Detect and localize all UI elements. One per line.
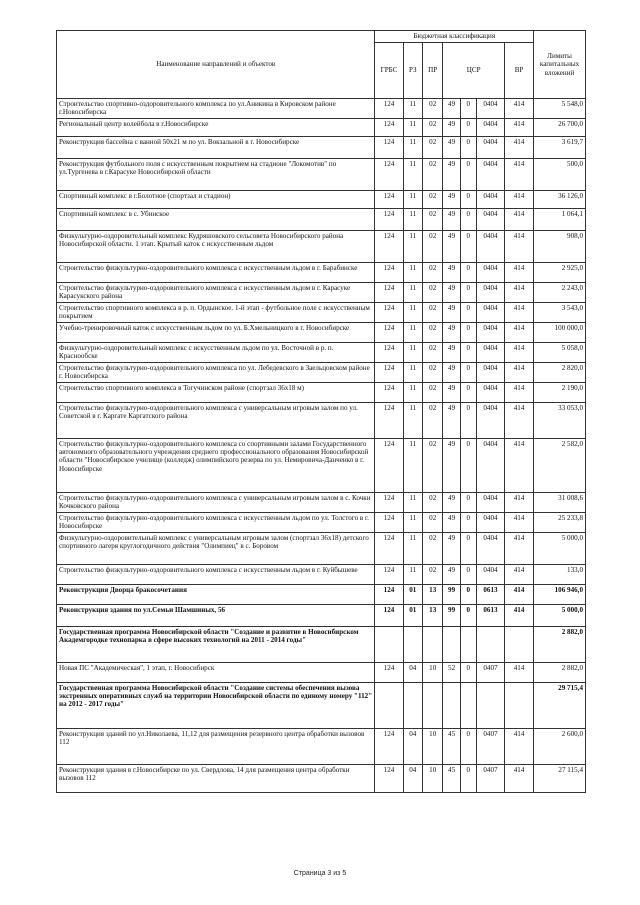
row-name: Строительство физкультурно-оздоровительного комплекса со спортивными залами Государственного автономного образовательного учреждения среднего профессионального образования Новосибирской области "Новосибирское училище (колледж) олимпийского резерва по ул. Немировича-Данченко в г. Новосибирске [57, 439, 375, 493]
table-row [57, 663, 586, 683]
row-csr-code: 0404 [476, 283, 504, 303]
row-pr: 13 [422, 605, 443, 627]
row-csr-code: 0404 [476, 363, 504, 383]
row-csr-program [443, 627, 460, 663]
row-grbs [375, 627, 403, 663]
row-pr: 13 [422, 585, 443, 605]
row-grbs: 124 [375, 343, 403, 363]
row-csr-code: 0613 [476, 605, 504, 627]
row-csr-subprogram: 0 [460, 605, 476, 627]
row-name: Строительство физкультурно-оздоровительного комплекса с искусственным льдом в г. Карасуке Карасукского района [57, 283, 375, 303]
row-csr-code: 0407 [476, 663, 504, 683]
row-csr-subprogram: 0 [460, 729, 476, 765]
table-header [57, 31, 586, 99]
row-csr-code: 0404 [476, 513, 504, 533]
row-csr-program: 49 [443, 283, 460, 303]
row-csr-code: 0404 [476, 403, 504, 439]
row-csr-subprogram: 0 [460, 99, 476, 119]
row-limit-amount: 2 600,0 [534, 729, 586, 765]
row-pr: 02 [422, 137, 443, 159]
row-csr-subprogram: 0 [460, 343, 476, 363]
row-csr-code: 0404 [476, 159, 504, 191]
row-pr: 02 [422, 303, 443, 323]
row-csr-subprogram: 0 [460, 383, 476, 403]
table-row [57, 513, 586, 533]
row-csr-program: 45 [443, 729, 460, 765]
row-csr-code: 0404 [476, 99, 504, 119]
row-pr: 02 [422, 439, 443, 493]
table-row [57, 533, 586, 565]
row-csr-program: 52 [443, 663, 460, 683]
row-csr-program: 49 [443, 513, 460, 533]
row-rz: 11 [403, 99, 422, 119]
table-row [57, 585, 586, 605]
row-limit-amount: 106 946,0 [534, 585, 586, 605]
row-csr-code: 0404 [476, 439, 504, 493]
row-name: Строительство физкультурно-оздоровительного комплекса по ул. Лебедевского в Заельцовском районе г. Новосибирска [57, 363, 375, 383]
row-rz: 04 [403, 729, 422, 765]
row-name: Строительство физкультурно-оздоровительного комплекса с искусственным льдом в г. Куйбышеве [57, 565, 375, 585]
table-row [57, 137, 586, 159]
row-vr: 414 [504, 565, 533, 585]
row-csr-program: 49 [443, 209, 460, 231]
row-limit-amount: 5 000,0 [534, 605, 586, 627]
row-rz: 11 [403, 191, 422, 209]
row-limit-amount: 3 543,0 [534, 303, 586, 323]
row-pr: 02 [422, 513, 443, 533]
row-csr-code: 0404 [476, 191, 504, 209]
row-csr-subprogram: 0 [460, 493, 476, 513]
row-grbs: 124 [375, 403, 403, 439]
table-row [57, 439, 586, 493]
row-pr: 02 [422, 383, 443, 403]
row-csr-subprogram: 0 [460, 191, 476, 209]
row-limit-amount: 2 582,0 [534, 439, 586, 493]
row-pr: 10 [422, 663, 443, 683]
row-vr: 414 [504, 343, 533, 363]
row-name: Спортивный комплекс в г.Болотное (спортзал и стадион) [57, 191, 375, 209]
row-grbs: 124 [375, 119, 403, 137]
table-row [57, 99, 586, 119]
row-limit-amount: 100 000,0 [534, 323, 586, 343]
row-pr: 02 [422, 493, 443, 513]
row-limit-amount: 2 243,0 [534, 283, 586, 303]
row-csr-code: 0407 [476, 765, 504, 793]
row-limit-amount: 133,0 [534, 565, 586, 585]
row-vr: 414 [504, 209, 533, 231]
row-pr: 02 [422, 159, 443, 191]
row-csr-program: 49 [443, 439, 460, 493]
row-csr-program: 49 [443, 137, 460, 159]
row-csr-subprogram: 0 [460, 585, 476, 605]
row-rz: 11 [403, 209, 422, 231]
row-vr: 414 [504, 439, 533, 493]
row-vr: 414 [504, 263, 533, 283]
row-rz: 11 [403, 323, 422, 343]
row-grbs: 124 [375, 533, 403, 565]
row-csr-subprogram: 0 [460, 263, 476, 283]
row-vr: 414 [504, 585, 533, 605]
row-pr: 02 [422, 565, 443, 585]
table-row [57, 231, 586, 263]
row-pr: 02 [422, 99, 443, 119]
row-vr: 414 [504, 119, 533, 137]
row-csr-code: 0404 [476, 119, 504, 137]
row-csr-subprogram: 0 [460, 159, 476, 191]
row-grbs: 124 [375, 209, 403, 231]
row-name: Строительство спортивного комплекса в Тогучинском районе (спортзал 36х18 м) [57, 383, 375, 403]
row-limit-amount: 31 008,6 [534, 493, 586, 513]
row-grbs: 124 [375, 493, 403, 513]
row-csr-program: 45 [443, 765, 460, 793]
header-rz: РЗ [403, 43, 422, 99]
row-rz: 04 [403, 663, 422, 683]
row-grbs: 124 [375, 765, 403, 793]
row-csr-code: 0407 [476, 729, 504, 765]
row-limit-amount: 33 053,0 [534, 403, 586, 439]
row-csr-subprogram: 0 [460, 765, 476, 793]
row-limit-amount: 2 820,0 [534, 363, 586, 383]
table-row [57, 383, 586, 403]
row-csr-program: 99 [443, 605, 460, 627]
row-pr: 02 [422, 323, 443, 343]
row-name: Государственная программа Новосибирской области "Создание системы обеспечения вызова экстренных оперативных служб на территории Новосибирской области по единому номеру "112" на 2012 - 2017 годы" [57, 683, 375, 729]
document-page [56, 30, 586, 793]
table-row [57, 323, 586, 343]
table-row [57, 565, 586, 585]
row-name: Физкультурно-оздоровительный комплекс с универсальным игровым залом (спортзал 36х18) детского спортивного лагеря круглогодичного действия "Олимпиец" в с. Боровом [57, 533, 375, 565]
row-rz: 11 [403, 403, 422, 439]
row-rz: 01 [403, 585, 422, 605]
table-row [57, 683, 586, 729]
row-limit-amount: 26 700,0 [534, 119, 586, 137]
row-rz: 11 [403, 439, 422, 493]
row-grbs: 124 [375, 729, 403, 765]
row-csr-subprogram: 0 [460, 363, 476, 383]
row-csr-program: 49 [443, 99, 460, 119]
row-csr-subprogram: 0 [460, 663, 476, 683]
row-pr: 02 [422, 209, 443, 231]
row-limit-amount: 2 882,0 [534, 627, 586, 663]
row-vr: 414 [504, 765, 533, 793]
row-csr-code: 0404 [476, 493, 504, 513]
row-vr: 414 [504, 191, 533, 209]
table-row [57, 493, 586, 513]
row-rz: 11 [403, 363, 422, 383]
row-rz: 11 [403, 303, 422, 323]
header-pr: ПР [422, 43, 443, 99]
row-limit-amount: 5 058,0 [534, 343, 586, 363]
row-pr: 02 [422, 403, 443, 439]
row-grbs: 124 [375, 363, 403, 383]
header-csr: ЦСР [443, 43, 505, 99]
row-vr: 414 [504, 283, 533, 303]
row-vr: 414 [504, 323, 533, 343]
row-rz: 11 [403, 343, 422, 363]
row-rz: 11 [403, 533, 422, 565]
row-rz: 11 [403, 231, 422, 263]
header-budget-classification: Бюджетная классификация [375, 31, 534, 43]
table-row [57, 263, 586, 283]
row-rz: 11 [403, 137, 422, 159]
row-pr: 10 [422, 729, 443, 765]
row-vr [504, 683, 533, 729]
row-name: Реконструкция зданий по ул.Николаева, 11,12 для размещения резервного центра обработки вызовов 112 [57, 729, 375, 765]
row-name: Реконструкция здания по ул.Семьи Шамшиных, 56 [57, 605, 375, 627]
row-csr-program: 49 [443, 323, 460, 343]
row-grbs: 124 [375, 231, 403, 263]
row-pr: 02 [422, 263, 443, 283]
table-row [57, 605, 586, 627]
row-name: Реконструкция Дворца бракосочетания [57, 585, 375, 605]
row-name: Спортивный комплекс в с. Убинское [57, 209, 375, 231]
table-row [57, 283, 586, 303]
row-vr: 414 [504, 231, 533, 263]
row-name: Реконструкция футбольного поля с искусственным покрытием на стадионе "Локомотив" по ул.Тургенева в г.Карасуке Новосибирской области [57, 159, 375, 191]
row-grbs: 124 [375, 585, 403, 605]
row-grbs [375, 683, 403, 729]
row-grbs: 124 [375, 303, 403, 323]
row-csr-subprogram: 0 [460, 137, 476, 159]
row-grbs: 124 [375, 565, 403, 585]
row-csr-program: 49 [443, 533, 460, 565]
row-pr: 02 [422, 343, 443, 363]
row-name: Физкультурно-оздоровительный комплекс Кудряшовского сельсовета Новосибирского района Новосибирской области. 1 этап. Крытый каток с искусственным льдом [57, 231, 375, 263]
row-csr-subprogram: 0 [460, 439, 476, 493]
row-name: Реконструкция бассейна с ванной 50х21 м по ул. Вокзальной в г. Новосибирске [57, 137, 375, 159]
row-csr-code: 0404 [476, 231, 504, 263]
row-rz: 04 [403, 765, 422, 793]
row-csr-code: 0404 [476, 383, 504, 403]
row-csr-program: 49 [443, 119, 460, 137]
row-csr-subprogram: 0 [460, 323, 476, 343]
row-grbs: 124 [375, 383, 403, 403]
row-rz: 11 [403, 513, 422, 533]
row-grbs: 124 [375, 663, 403, 683]
row-pr: 02 [422, 191, 443, 209]
row-csr-code: 0404 [476, 137, 504, 159]
row-csr-program: 49 [443, 403, 460, 439]
row-vr: 414 [504, 533, 533, 565]
row-name: Реконструкция здания в г.Новосибирске по ул. Свердлова, 14 для размещения центра обработки вызовов 112 [57, 765, 375, 793]
row-rz: 11 [403, 283, 422, 303]
row-vr: 414 [504, 383, 533, 403]
row-vr: 414 [504, 363, 533, 383]
header-limits: Лимиты капитальных вложений [534, 31, 586, 99]
row-csr-subprogram: 0 [460, 283, 476, 303]
budget-table [56, 30, 586, 793]
row-vr: 414 [504, 605, 533, 627]
row-csr-subprogram: 0 [460, 209, 476, 231]
row-csr-code: 0404 [476, 565, 504, 585]
row-vr: 414 [504, 159, 533, 191]
row-csr-code: 0613 [476, 585, 504, 605]
row-vr: 414 [504, 513, 533, 533]
row-limit-amount: 2 925,0 [534, 263, 586, 283]
row-grbs: 124 [375, 283, 403, 303]
row-pr: 02 [422, 363, 443, 383]
row-pr [422, 627, 443, 663]
row-csr-program: 49 [443, 191, 460, 209]
row-limit-amount: 5 000,0 [534, 533, 586, 565]
row-csr-program: 49 [443, 565, 460, 585]
row-limit-amount: 36 126,0 [534, 191, 586, 209]
row-grbs: 124 [375, 99, 403, 119]
row-limit-amount: 29 715,4 [534, 683, 586, 729]
row-grbs: 124 [375, 137, 403, 159]
row-csr-subprogram: 0 [460, 231, 476, 263]
row-csr-code: 0404 [476, 303, 504, 323]
row-rz: 01 [403, 605, 422, 627]
table-row [57, 209, 586, 231]
row-grbs: 124 [375, 159, 403, 191]
row-csr-program [443, 683, 460, 729]
row-vr: 414 [504, 137, 533, 159]
row-pr: 02 [422, 283, 443, 303]
row-rz [403, 627, 422, 663]
row-vr: 414 [504, 663, 533, 683]
row-csr-program: 49 [443, 363, 460, 383]
row-vr: 414 [504, 403, 533, 439]
page-footer: Страница 3 из 5 [293, 870, 347, 877]
row-name: Строительство физкультурно-оздоровительного комплекса с искусственным льдом в г. Барабинске [57, 263, 375, 283]
table-body [57, 99, 586, 793]
row-name: Строительство спортивно-оздоровительного комплекса по ул.Аникина в Кировском районе г.Новосибирска [57, 99, 375, 119]
row-csr-code: 0404 [476, 533, 504, 565]
row-csr-program: 49 [443, 303, 460, 323]
table-row [57, 119, 586, 137]
row-name: Строительство спортивного комплекса в р. п. Ордынское. 1-й этап - футбольное поле с искусственным покрытием [57, 303, 375, 323]
row-csr-subprogram: 0 [460, 403, 476, 439]
row-pr [422, 683, 443, 729]
table-row [57, 343, 586, 363]
row-name: Региональный центр волейбола в г.Новосибирске [57, 119, 375, 137]
row-csr-subprogram [460, 683, 476, 729]
row-limit-amount: 3 619,7 [534, 137, 586, 159]
row-rz: 11 [403, 565, 422, 585]
row-rz: 11 [403, 493, 422, 513]
row-pr: 02 [422, 533, 443, 565]
row-grbs: 124 [375, 191, 403, 209]
table-row [57, 403, 586, 439]
row-csr-subprogram: 0 [460, 513, 476, 533]
row-vr: 414 [504, 303, 533, 323]
row-limit-amount: 5 548,0 [534, 99, 586, 119]
row-limit-amount: 27 115,4 [534, 765, 586, 793]
row-grbs: 124 [375, 323, 403, 343]
row-csr-subprogram: 0 [460, 119, 476, 137]
row-csr-code: 0404 [476, 343, 504, 363]
row-limit-amount: 2 882,0 [534, 663, 586, 683]
row-csr-code [476, 627, 504, 663]
row-csr-program: 99 [443, 585, 460, 605]
table-row [57, 159, 586, 191]
table-row [57, 729, 586, 765]
row-csr-program: 49 [443, 231, 460, 263]
row-grbs: 124 [375, 513, 403, 533]
table-row [57, 191, 586, 209]
row-limit-amount: 2 190,0 [534, 383, 586, 403]
row-pr: 02 [422, 231, 443, 263]
row-csr-program: 49 [443, 263, 460, 283]
row-limit-amount: 500,0 [534, 159, 586, 191]
header-vr: ВР [504, 43, 533, 99]
row-pr: 02 [422, 119, 443, 137]
row-name: Государственная программа Новосибирской области "Создание и развитие в Новосибирском Академгородке технопарка в сфере высоких технологий на 2011 - 2014 годы" [57, 627, 375, 663]
table-row [57, 627, 586, 663]
row-csr-subprogram: 0 [460, 303, 476, 323]
table-row [57, 765, 586, 793]
row-csr-subprogram [460, 627, 476, 663]
row-csr-subprogram: 0 [460, 565, 476, 585]
row-grbs: 124 [375, 439, 403, 493]
row-csr-code: 0404 [476, 209, 504, 231]
row-name: Строительство физкультурно-оздоровительного комплекса с универсальным игровым залом по ул. Советской в г. Каргате Каргатского района [57, 403, 375, 439]
row-grbs: 124 [375, 263, 403, 283]
row-csr-program: 49 [443, 383, 460, 403]
row-rz: 11 [403, 263, 422, 283]
row-name: Учебно-тренировочный каток с искусственным льдом по ул. Б.Хмельницкого в г. Новосибирске [57, 323, 375, 343]
row-name: Физкультурно-оздоровительный комплекс с искусственным льдом по ул. Восточной в р. п. Краснообске [57, 343, 375, 363]
row-rz: 11 [403, 119, 422, 137]
row-vr: 414 [504, 99, 533, 119]
row-name: Новая ПС "Академическая", 1 этап, г. Новосибирск [57, 663, 375, 683]
row-vr: 414 [504, 493, 533, 513]
row-name: Строительство физкультурно-оздоровительного комплекса с искусственным льдом по ул. Толстого в г. Новосибирске [57, 513, 375, 533]
row-vr [504, 627, 533, 663]
table-row [57, 303, 586, 323]
row-csr-code: 0404 [476, 323, 504, 343]
row-name: Строительство физкультурно-оздоровительного комплекса с универсальным игровым залом в с. Кочки Кочковского района [57, 493, 375, 513]
row-csr-code: 0404 [476, 263, 504, 283]
row-csr-program: 49 [443, 493, 460, 513]
row-csr-subprogram: 0 [460, 533, 476, 565]
row-limit-amount: 25 233,8 [534, 513, 586, 533]
row-csr-code [476, 683, 504, 729]
header-grbs: ГРБС [375, 43, 403, 99]
row-rz: 11 [403, 159, 422, 191]
row-limit-amount: 1 064,1 [534, 209, 586, 231]
row-csr-program: 49 [443, 343, 460, 363]
row-rz: 11 [403, 383, 422, 403]
row-grbs: 124 [375, 605, 403, 627]
row-pr: 10 [422, 765, 443, 793]
row-csr-program: 49 [443, 159, 460, 191]
row-rz [403, 683, 422, 729]
row-vr: 414 [504, 729, 533, 765]
row-limit-amount: 908,0 [534, 231, 586, 263]
header-name-column: Наименование направлений и объектов [57, 31, 375, 99]
table-row [57, 363, 586, 383]
